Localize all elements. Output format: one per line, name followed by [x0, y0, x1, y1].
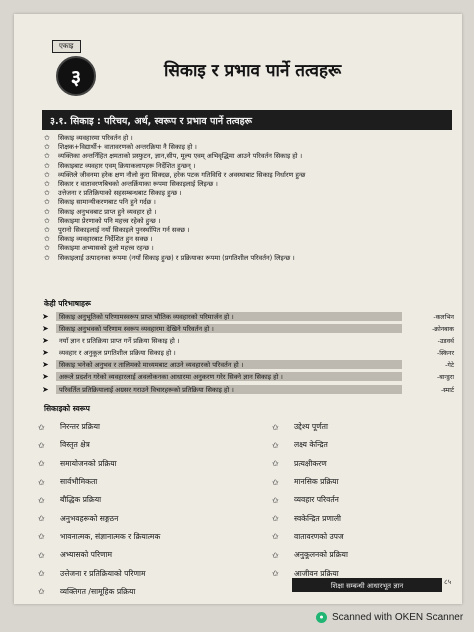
document-page: [14, 14, 462, 604]
characteristic-item: ✩ अनुकूलनको प्रक्रिया: [272, 550, 348, 560]
bullet-item: ✩ उत्तेजना र प्रतिक्रियाको सहसम्बन्धबाट सिकाइ हुन्छ ।: [44, 189, 182, 198]
characteristic-item: ✩ विस्तृत क्षेत्र: [38, 440, 90, 450]
bullet-item: ✩ पुरानो सिकाइलाई नयाँ सिकाइले पुनर्स्थापित गर्न सक्छ ।: [44, 226, 190, 235]
star-icon: ✩: [272, 422, 279, 432]
star-icon: ✩: [44, 180, 50, 189]
scanner-logo-icon: ●: [316, 612, 327, 623]
chapter-title: सिकाइ र प्रभाव पार्ने तत्वहरू: [164, 61, 342, 81]
definition-author: -कलभिन: [433, 314, 454, 321]
characteristic-item: ✩ प्रत्यक्षीकरण: [272, 458, 327, 469]
characteristic-item: ✩ लक्ष्य केन्द्रित: [272, 440, 328, 450]
characteristic-item: ✩ अभ्यासको परिणाम: [38, 550, 113, 560]
star-icon: ✩: [38, 495, 45, 505]
star-icon: ✩: [44, 244, 50, 253]
star-icon: ✩: [44, 253, 50, 262]
characteristic-item: ✩ मानसिक प्रक्रिया: [272, 477, 339, 487]
bullet-item: ✩ शिक्षक+विद्यार्थी+ वातावरणको अन्तरक्रिया नै सिकाइ हो ।: [44, 143, 197, 152]
star-icon: ✩: [44, 207, 50, 216]
star-icon: ✩: [38, 514, 45, 524]
star-icon: ✩: [44, 216, 50, 225]
definitions-list: [42, 311, 454, 396]
bullet-item: ✩ सिकाइमा प्रेरणाको पनि महत्त्व रहेको हुन्छ ।: [44, 216, 161, 225]
characteristics-right-column: [272, 418, 462, 583]
star-icon: ✩: [44, 226, 50, 235]
arrow-right-icon: ➤: [42, 372, 49, 382]
star-icon: ✩: [38, 477, 45, 487]
characteristic-item: ✩ समायोजनको प्रक्रिया: [38, 458, 117, 469]
arrow-right-icon: ➤: [42, 348, 49, 358]
definition-row: ➤ परिवर्तित प्रतिक्रियालाई अग्रसर गराउने विचारहरूको प्रतिक्रिया सिकाइ हो । -स्मार्ट: [42, 384, 454, 394]
unit-number-badge: ३: [56, 56, 96, 96]
page-number: ८५: [444, 578, 452, 586]
unit-label: एकाइ: [52, 40, 81, 53]
arrow-right-icon: ➤: [42, 384, 49, 394]
definition-row: ➤ व्यवहार र अनुकूल प्रगतिशील प्रक्रिया सिकाइ हो । -स्किनर: [42, 348, 454, 358]
star-icon: ✩: [44, 161, 50, 170]
bullet-item: ✩ व्यक्तिले जीवनमा हरेक क्षण नौलो कुरा सिक्दछ, हरेक पटक गतिविधि र अवस्थाबाट सिकाइ निर्धारण हुन्छ: [44, 170, 306, 179]
characteristic-item: ✩ व्यक्तिगत /सामूहिक प्रक्रिया: [38, 586, 136, 597]
star-icon: ✩: [38, 587, 45, 597]
characteristic-item: ✩ व्यवहार परिवर्तन: [272, 495, 339, 505]
bullet-item: ✩ सिकाइ अनुभवबाट प्राप्त हुने व्यवहार हो ।: [44, 207, 157, 216]
definition-row: ➤ सिकाइ अनुभूतिको परिणामस्वरूप प्राप्त भौतिक व्यवहारको परिमार्जन हो । -कलभिन: [42, 312, 454, 321]
characteristics-heading: सिकाइको स्वरूप: [44, 404, 90, 413]
arrow-right-icon: ➤: [42, 312, 49, 321]
arrow-right-icon: ➤: [42, 324, 49, 334]
definition-author: -गेटे: [445, 362, 454, 370]
section-title: ३.१. सिकाइ : परिचय, अर्थ, स्वरूप र प्रभाव पार्ने तत्वहरू: [50, 115, 253, 127]
characteristic-item: ✩ उद्देश्य पूर्णता: [272, 422, 328, 432]
definition-row: ➤ नयाँ ज्ञान र प्रतिक्रिया प्राप्त गर्ने प्रक्रिया सिकाइ हो । -उडवर्थ: [42, 336, 454, 346]
characteristic-item: ✩ आजीवन प्रक्रिया: [272, 568, 339, 579]
definition-row: ➤ सिकाइ अनुभवको परिणाम स्वरूप व्यवहारमा देखिने परिवर्तन हो । -क्रोनबाक: [42, 324, 454, 334]
star-icon: ✩: [272, 514, 279, 524]
star-icon: ✩: [44, 189, 50, 198]
star-icon: ✩: [38, 550, 45, 560]
star-icon: ✩: [272, 477, 279, 487]
star-icon: ✩: [38, 569, 45, 579]
characteristic-item: ✩ वातावरणको उपज: [272, 531, 344, 542]
scanner-label: Scanned with OKEN Scanner: [332, 612, 464, 623]
star-icon: ✩: [44, 235, 50, 244]
section-title-bar: [42, 110, 452, 130]
star-icon: ✩: [38, 440, 45, 450]
star-icon: ✩: [272, 459, 279, 469]
star-icon: ✩: [272, 495, 279, 505]
bullet-item: ✩ व्यक्तिका अन्तर्निहित क्षमताको प्रस्फुटन, ज्ञान,सीप, मूल्य एवम् अभिवृद्धिमा आउने परिवर्तन सिकाइ हो ।: [44, 152, 303, 161]
star-icon: ✩: [44, 198, 50, 207]
characteristic-item: ✩ निरन्तर प्रक्रिया: [38, 422, 100, 432]
arrow-right-icon: ➤: [42, 360, 49, 370]
footer-text: शिक्षा सम्बन्धी आधारभूत ज्ञान: [330, 581, 404, 590]
characteristic-item: ✩ अनुभवहरूको सङ्गठन: [38, 513, 119, 524]
footer-banner: [292, 578, 442, 592]
star-icon: ✩: [44, 143, 50, 152]
bullet-item: ✩ सिकाइबाट व्यवहार एवम् क्रियाकलापहरू निर्देशित हुन्छन् ।: [44, 161, 196, 170]
bullet-item: ✩ सिकाइ व्यवहारबाट निर्देशित हुन सक्छ ।: [44, 235, 153, 244]
star-icon: ✩: [272, 532, 279, 542]
bullet-item: ✩ सिकाइ सामान्यीकरणबाट पनि हुने गर्दछ ।: [44, 198, 156, 207]
scanner-watermark: [316, 612, 463, 623]
star-icon: ✩: [38, 459, 45, 469]
star-icon: ✩: [272, 569, 279, 579]
bullet-item: ✩ सिकाइलाई उत्पादनका रूपमा (नयाँ सिकाइ हुन्छ) र प्रक्रियाका रूपमा (प्रगतिशील परिवर्तन) लिइन्छ ।: [44, 253, 295, 262]
definitions-heading: केही परिभाषाहरू: [44, 299, 91, 308]
star-icon: ✩: [44, 134, 50, 142]
bullet-item: ✩ सिकाइ व्यवहारमा परिवर्तन हो ।: [44, 134, 133, 142]
star-icon: ✩: [44, 170, 50, 179]
definition-author: -उडवर्थ: [437, 338, 454, 346]
arrow-right-icon: ➤: [42, 336, 49, 346]
bullet-list: [44, 134, 454, 263]
definition-row: ➤ सिकाइ भनेको अनुभव र तालिमको माध्यमबाट आउने व्यवहारको परिवर्तन हो । -गेटे: [42, 360, 454, 370]
bullet-item: ✩ सिकार र वातावरणबिचको अन्तर्क्रियाका रूपमा सिकाइलाई लिइन्छ ।: [44, 180, 218, 189]
definition-author: -स्मार्ट: [440, 386, 454, 394]
bullet-item: ✩ सिकाइमा अभ्यासको ठूलो महत्त्व रहन्छ ।: [44, 244, 154, 253]
star-icon: ✩: [272, 440, 279, 450]
star-icon: ✩: [272, 550, 279, 560]
characteristic-item: ✩ भावनात्मक, संज्ञानात्मक र क्रियात्मक: [38, 531, 161, 542]
characteristic-item: ✩ स्वकेन्द्रित प्रणाली: [272, 513, 341, 524]
definition-author: -स्किनर: [437, 350, 454, 358]
star-icon: ✩: [44, 152, 50, 161]
characteristic-item: ✩ उत्तेजना र प्रतिक्रियाको परिणाम: [38, 568, 146, 579]
characteristics-left-column: [38, 418, 258, 601]
definition-row: ➤ अरूले प्रदर्शन गरेको व्यवहारलाई अवलोकनका आधारमा अनुकरण गरेर सिक्ने ज्ञान सिकाइ हो । -बान्डुरा: [42, 372, 454, 382]
characteristic-item: ✩ बौद्धिक प्रक्रिया: [38, 495, 102, 505]
definition-author: -क्रोनबाक: [432, 326, 454, 334]
star-icon: ✩: [38, 422, 45, 432]
star-icon: ✩: [38, 532, 45, 542]
characteristic-item: ✩ सार्वभौमिकता: [38, 477, 98, 487]
definition-author: -बान्डुरा: [436, 374, 454, 382]
